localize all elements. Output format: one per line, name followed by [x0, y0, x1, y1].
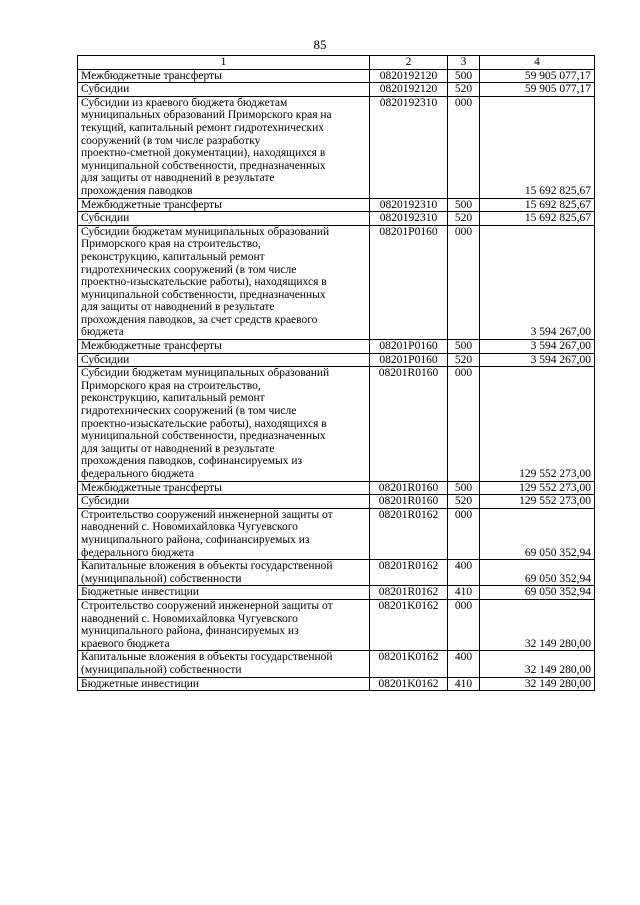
row-type-cell: 500	[448, 481, 480, 495]
row-amount-cell: 69 050 352,94	[480, 586, 595, 600]
row-type-cell: 000	[448, 225, 480, 339]
row-code-cell: 08201P0160	[370, 353, 448, 367]
row-code-cell: 0820192120	[370, 69, 448, 83]
row-amount-cell: 69 050 352,94	[480, 560, 595, 586]
row-code-cell: 08201R0160	[370, 367, 448, 481]
row-name-cell: Субсидии	[78, 353, 370, 367]
row-type-cell: 000	[448, 96, 480, 198]
row-amount-cell: 3 594 267,00	[480, 353, 595, 367]
row-name-cell: Межбюджетные трансферты	[78, 340, 370, 354]
page-number: 85	[313, 37, 327, 52]
row-type-cell: 500	[448, 198, 480, 212]
row-type-cell: 000	[448, 367, 480, 481]
row-type-cell: 520	[448, 212, 480, 226]
row-code-cell: 08201R0162	[370, 508, 448, 559]
table-row	[78, 586, 595, 600]
row-type-cell: 400	[448, 560, 480, 586]
row-amount-cell: 59 905 077,17	[480, 69, 595, 83]
row-name-cell: Строительство сооружений инженерной защиты от наводнений с. Новомихайловка Чугуевского муниципального района, финансируемых из краевого бюджета	[78, 599, 370, 650]
row-name-cell: Межбюджетные трансферты	[78, 481, 370, 495]
row-amount-cell: 59 905 077,17	[480, 83, 595, 97]
table-row	[78, 651, 595, 677]
header-col-4: 4	[480, 56, 595, 70]
row-name-cell: Субсидии из краевого бюджета бюджетам муниципальных образований Приморского края на текущий, капитальный ремонт гидротехнических сооружений (в том числе разработку проектно-сметной документации), находящихся в муниципальной собственности, предназначенных для защиты от наводнений в результате прохождения паводков	[78, 96, 370, 198]
row-name-cell: Капитальные вложения в объекты государственной (муниципальной) собственности	[78, 560, 370, 586]
table-row	[78, 83, 595, 97]
row-name-cell: Межбюджетные трансферты	[78, 198, 370, 212]
row-code-cell: 08201R0162	[370, 560, 448, 586]
row-type-cell: 000	[448, 508, 480, 559]
table-row	[78, 212, 595, 226]
table-row	[78, 340, 595, 354]
row-type-cell: 410	[448, 677, 480, 691]
row-code-cell: 08201K0162	[370, 677, 448, 691]
row-code-cell: 08201R0160	[370, 481, 448, 495]
row-name-cell: Субсидии бюджетам муниципальных образований Приморского края на строительство, реконструкцию, капитальный ремонт гидротехнических сооружений (в том числе проектно-изыскательские работы), находящихся в муниципальной собственности, предназначенных для защиты от наводнений в результате прохождения паводков, за счет средств краевого бюджета	[78, 225, 370, 339]
row-name-cell: Субсидии	[78, 212, 370, 226]
table-header-row	[78, 56, 595, 70]
row-name-cell: Субсидии	[78, 495, 370, 509]
table-row	[78, 225, 595, 339]
table-row	[78, 198, 595, 212]
row-type-cell: 520	[448, 83, 480, 97]
row-amount-cell: 32 149 280,00	[480, 677, 595, 691]
row-code-cell: 08201R0160	[370, 495, 448, 509]
row-amount-cell: 129 552 273,00	[480, 495, 595, 509]
row-amount-cell: 15 692 825,67	[480, 198, 595, 212]
row-name-cell: Капитальные вложения в объекты государственной (муниципальной) собственности	[78, 651, 370, 677]
row-amount-cell: 129 552 273,00	[480, 367, 595, 481]
row-amount-cell: 3 594 267,00	[480, 225, 595, 339]
table-row	[78, 481, 595, 495]
row-amount-cell: 69 050 352,94	[480, 508, 595, 559]
row-type-cell: 410	[448, 586, 480, 600]
row-name-cell: Субсидии бюджетам муниципальных образований Приморского края на строительство, реконструкцию, капитальный ремонт гидротехнических сооружений (в том числе проектно-изыскательские работы), находящихся в муниципальной собственности, предназначенных для защиты от наводнений в результате прохождения паводков, софинансируемых из федерального бюджета	[78, 367, 370, 481]
table-row	[78, 96, 595, 198]
row-type-cell: 500	[448, 69, 480, 83]
header-col-3: 3	[448, 56, 480, 70]
row-code-cell: 0820192310	[370, 212, 448, 226]
row-amount-cell: 15 692 825,67	[480, 96, 595, 198]
row-type-cell: 400	[448, 651, 480, 677]
table-row	[78, 495, 595, 509]
table-row	[78, 353, 595, 367]
table-row	[78, 599, 595, 650]
row-code-cell: 0820192120	[370, 83, 448, 97]
row-name-cell: Субсидии	[78, 83, 370, 97]
row-type-cell: 520	[448, 495, 480, 509]
row-code-cell: 08201R0162	[370, 586, 448, 600]
row-code-cell: 08201K0162	[370, 651, 448, 677]
row-amount-cell: 129 552 273,00	[480, 481, 595, 495]
row-amount-cell: 3 594 267,00	[480, 340, 595, 354]
table-row	[78, 677, 595, 691]
row-amount-cell: 32 149 280,00	[480, 599, 595, 650]
header-col-2: 2	[370, 56, 448, 70]
table-row	[78, 560, 595, 586]
row-name-cell: Строительство сооружений инженерной защиты от наводнений с. Новомихайловка Чугуевского муниципального района, софинансируемых из федерального бюджета	[78, 508, 370, 559]
table-row	[78, 69, 595, 83]
row-code-cell: 0820192310	[370, 96, 448, 198]
table-row	[78, 508, 595, 559]
table-row	[78, 367, 595, 481]
row-name-cell: Бюджетные инвестиции	[78, 586, 370, 600]
row-name-cell: Бюджетные инвестиции	[78, 677, 370, 691]
row-type-cell: 520	[448, 353, 480, 367]
row-code-cell: 08201K0162	[370, 599, 448, 650]
row-code-cell: 08201P0160	[370, 225, 448, 339]
budget-table	[77, 55, 595, 691]
row-type-cell: 000	[448, 599, 480, 650]
row-name-cell: Межбюджетные трансферты	[78, 69, 370, 83]
row-type-cell: 500	[448, 340, 480, 354]
row-amount-cell: 32 149 280,00	[480, 651, 595, 677]
row-code-cell: 08201P0160	[370, 340, 448, 354]
row-code-cell: 0820192310	[370, 198, 448, 212]
row-amount-cell: 15 692 825,67	[480, 212, 595, 226]
header-col-1: 1	[78, 56, 370, 70]
